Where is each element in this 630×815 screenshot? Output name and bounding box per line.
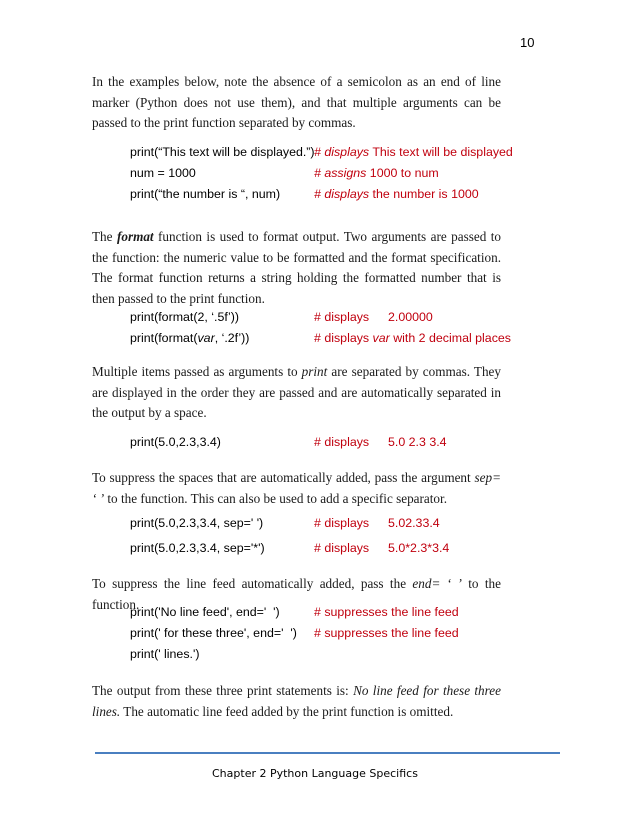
code-output-value: 5.02.33.4 [388,516,440,530]
code-output-value: 5.0*2.3*3.4 [388,541,450,555]
code-comment: # displays the number is 1000 [314,187,479,201]
code-comment: # displays [314,516,370,530]
footer-rule [95,752,560,754]
print-paragraph: Multiple items passed as arguments to print are separated by commas. They are displayed in the order they are passed and are automatically separated in the output by a space. [92,364,501,420]
code-line [130,647,530,665]
code-line [130,331,530,349]
code-text: print(“the number is “, num) [130,187,281,201]
intro-paragraph: In the examples below, note the absence of a semicolon as an end of line marker (Python does not use them), and that multiple arguments can be passed to the print function separated by commas. [92,74,501,130]
code-line [130,145,530,163]
end-paragraph: To suppress the line feed automatically added, pass the end= ‘ ’ to the function. [92,576,501,612]
code-line [130,516,530,534]
code-text: num = 1000 [130,166,196,180]
code-text: print(' lines.') [130,647,200,661]
code-comment: # suppresses the line feed [314,626,459,640]
code-output-value: 5.0 2.3 3.4 [388,435,447,449]
code-comment: # displays var with 2 decimal places [314,331,511,345]
code-line [130,541,530,559]
code-text: print('No line feed', end=' ') [130,605,280,619]
code-comment: # displays [314,310,370,324]
code-line [130,310,530,328]
code-text: print(format(2, ‘.5f’)) [130,310,240,324]
sep-paragraph: To suppress the spaces that are automatically added, pass the argument sep= ‘ ’ to the function. This can also be used to add a specific separator. [92,470,501,506]
code-comment: # displays [314,541,370,555]
output-paragraph: The output from these three print statements is: No line feed for these three lines. The automatic line feed added by the print function is omitted. [92,683,501,719]
code-text: print(“This text will be displayed.”) [130,145,315,159]
code-comment: # assigns 1000 to num [314,166,439,180]
code-text: print(5.0,2.3,3.4) [130,435,221,449]
code-text: print(5.0,2.3,3.4, sep='*') [130,541,265,555]
code-line [130,166,530,184]
code-text: print(format(var, ‘.2f’)) [130,331,250,345]
code-text: print(' for these three', end=' ') [130,626,297,640]
code-output-value: 2.00000 [388,310,433,324]
code-line [130,605,530,623]
code-line [130,187,530,205]
code-line [130,435,530,453]
code-comment: # displays This text will be displayed [314,145,513,159]
code-line [130,626,530,644]
code-comment: # displays [314,435,370,449]
code-comment: # suppresses the line feed [314,605,459,619]
format-paragraph: The format function is used to format output. Two arguments are passed to the function: the numeric value to be formatted and the format specification. The format function returns a string holding the formatted number that is then passed to the print function. [92,229,501,306]
page-number: 10 [520,35,535,50]
code-text: print(5.0,2.3,3.4, sep=' ') [130,516,264,530]
footer-chapter-title: Chapter 2 Python Language Specifics [212,767,418,780]
